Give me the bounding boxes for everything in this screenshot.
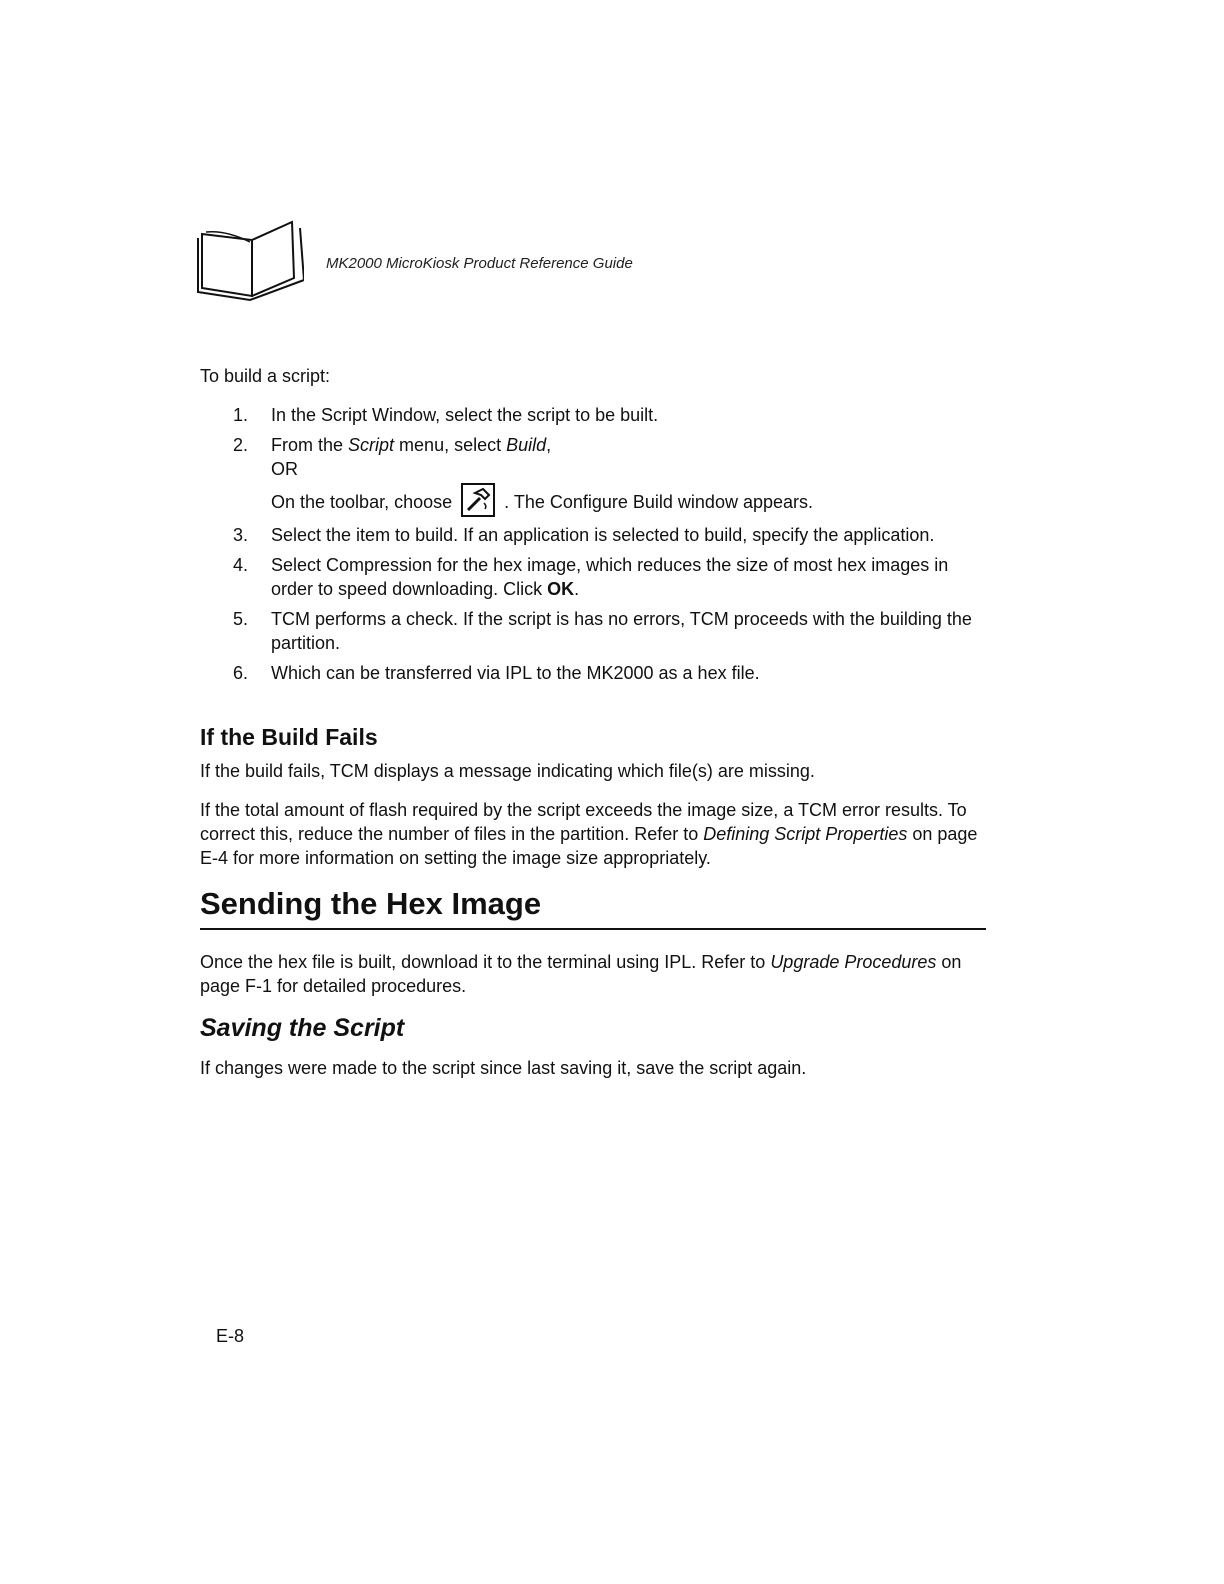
list-item [200,403,990,427]
build-steps-list [200,403,990,691]
step-number: 6. [233,663,249,683]
paragraph-text: If the total amount of flash required by the script exceeds the image size, a TCM error results. To correct this, reduce the number of files in the partition. Refer to [200,800,967,844]
step-text-before: Select Compression for the hex image, which reduces the size of most hex images in order to speed downloading. Click [271,555,949,599]
saving-paragraph: If changes were made to the script since last saving it, save the script again. [200,1058,807,1078]
build-fails-paragraph-1: If the build fails, TCM displays a message indicating which file(s) are missing. [200,761,815,781]
or-text: OR [271,459,298,479]
sending-hex-image-heading: Sending the Hex Image [200,886,986,930]
step-text-after: , [546,435,552,455]
step-number: 4. [233,555,249,575]
step-text: TCM performs a check. If the script is has no errors, TCM proceeds with the building the partition. [271,609,972,653]
open-book-icon [196,216,304,304]
list-item [200,553,990,601]
step-text: In the Script Window, select the script to be built. [271,405,659,425]
list-item [200,607,990,655]
step-number: 5. [233,609,249,629]
header-title: MK2000 MicroKiosk Product Reference Guide [326,255,633,272]
upgrade-procedures-ref: Upgrade Procedures [770,952,937,972]
script-menu-label: Script [348,435,395,455]
paragraph-text: on page F-1 for detailed procedures. [200,952,962,996]
paragraph-text: Once the hex file is built, download it to the terminal using IPL. Refer to [200,952,771,972]
toolbar-text-after: . The Configure Build window appears. [504,491,814,512]
defining-script-properties-ref: Defining Script Properties [703,824,908,844]
list-item [200,523,990,547]
step-number: 1. [233,405,249,425]
step-text-after: . [574,579,580,599]
build-fails-heading: If the Build Fails [200,724,378,750]
step-number: 2. [233,435,249,455]
list-item [200,661,990,685]
build-hammer-icon [461,483,495,517]
intro-text: To build a script: [200,366,331,386]
page-number: E-8 [216,1326,245,1346]
step-text-middle: menu, select [394,435,507,455]
list-item [200,433,990,517]
toolbar-text-before: On the toolbar, choose [271,491,453,512]
toolbar-instruction [271,489,990,517]
ok-label: OK [547,579,575,599]
build-menu-label: Build [506,435,547,455]
step-text: Which can be transferred via IPL to the MK2000 as a hex file. [271,663,760,683]
build-fails-paragraph-2 [200,798,990,870]
paragraph-text: on page E-4 for more information on setting the image size appropriately. [200,824,978,868]
saving-script-heading: Saving the Script [200,1014,405,1042]
step-text: Select the item to build. If an application is selected to build, specify the application. [271,525,935,545]
step-number: 3. [233,525,249,545]
step-text-before: From the [271,435,349,455]
sending-paragraph [200,950,990,998]
